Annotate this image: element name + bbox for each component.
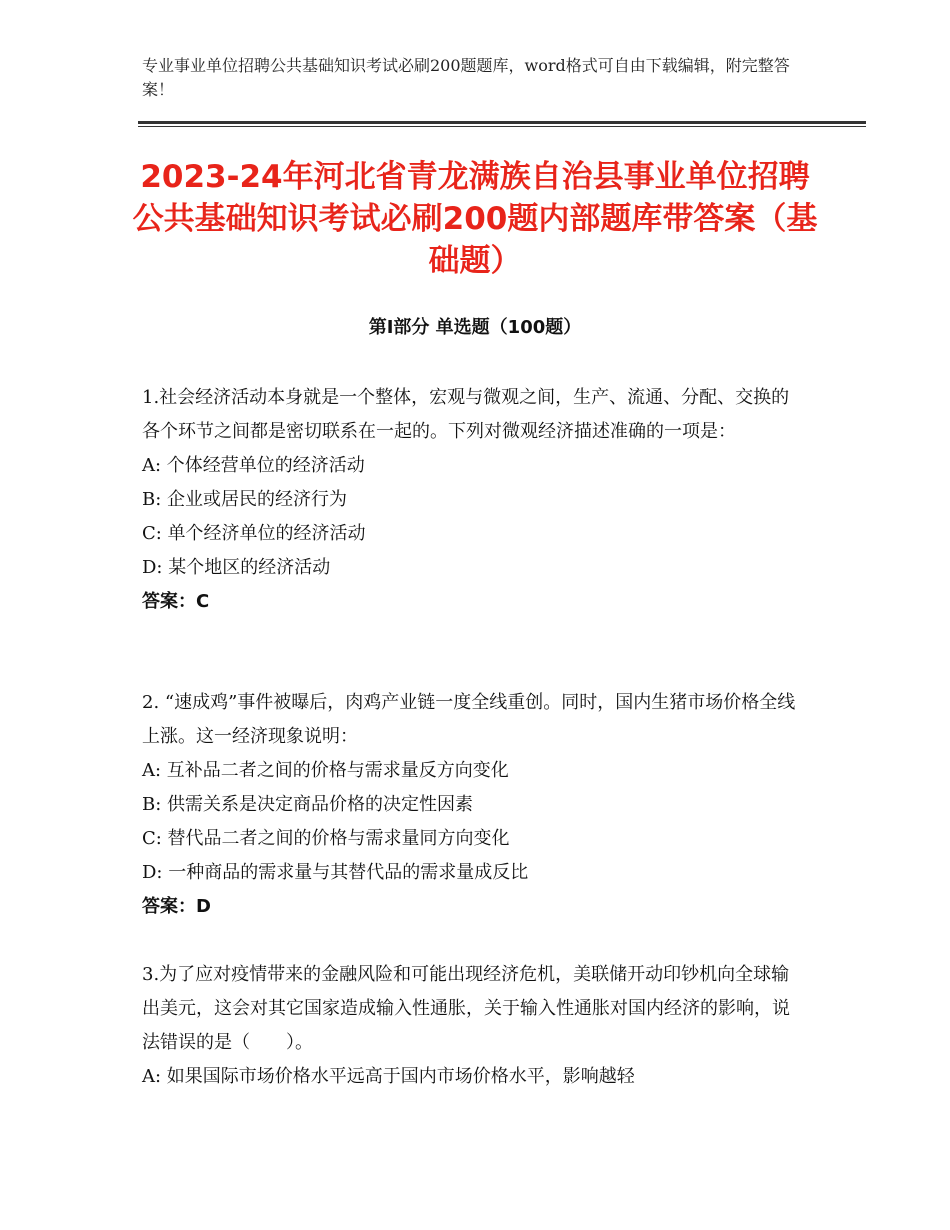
answer: 答案：C (142, 591, 210, 612)
question-3 (142, 958, 807, 1094)
question-1 (142, 381, 807, 619)
answer: 答案：D (142, 896, 211, 917)
section-heading: 第I部分 单选题（100题） (368, 317, 582, 338)
question-2 (142, 686, 807, 924)
option-d: D: 某个地区的经济活动 (142, 557, 331, 578)
option-a: A: 如果国际市场价格水平远高于国内市场价格水平，影响越轻 (142, 1066, 635, 1087)
option-a: A: 个体经营单位的经济活动 (142, 455, 365, 476)
option-a: A: 互补品二者之间的价格与需求量反方向变化 (142, 760, 509, 781)
option-c: C: 替代品二者之间的价格与需求量同方向变化 (142, 828, 510, 849)
option-b: B: 企业或居民的经济行为 (142, 489, 348, 510)
option-b: B: 供需关系是决定商品价格的决定性因素 (142, 794, 474, 815)
header-divider-thick (138, 121, 866, 124)
question-stem: 2. “速成鸡”事件被曝后，肉鸡产业链一度全线重创。同时，国内生猪市场价格全线上涨。这一经济现象说明： (142, 692, 796, 747)
question-stem: 1.社会经济活动本身就是一个整体，宏观与微观之间，生产、流通、分配、交换的各个环节之间都是密切联系在一起的。下列对微观经济描述准确的一项是： (142, 387, 790, 442)
header-note: 专业事业单位招聘公共基础知识考试必刷200题题库，word格式可自由下载编辑，附完整答案！ (142, 56, 790, 99)
question-stem: 3.为了应对疫情带来的金融风险和可能出现经济危机，美联储开动印钞机向全球输出美元，这会对其它国家造成输入性通胀，关于输入性通胀对国内经济的影响，说法错误的是（ ）。 (142, 964, 790, 1053)
document-title: 2023-24年河北省青龙满族自治县事业单位招聘公共基础知识考试必刷200题内部题库带答案（基础题） (132, 159, 818, 279)
option-c: C: 单个经济单位的经济活动 (142, 523, 366, 544)
option-d: D: 一种商品的需求量与其替代品的需求量成反比 (142, 862, 529, 883)
header-divider-thin (138, 126, 866, 127)
